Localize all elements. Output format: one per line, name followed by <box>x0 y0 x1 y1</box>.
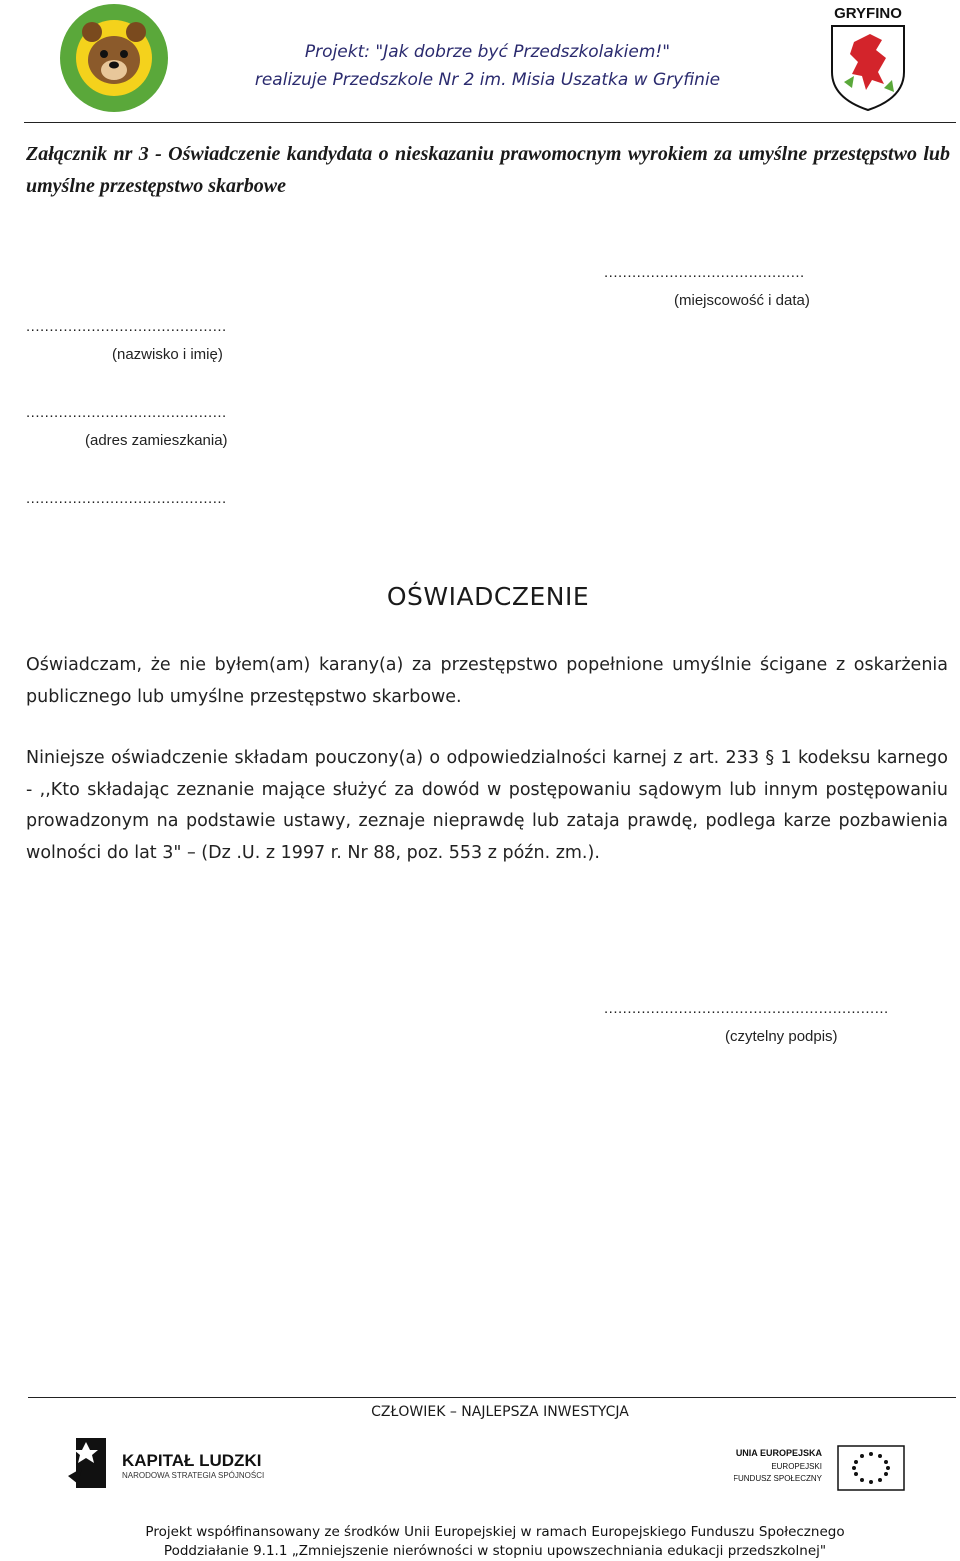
place-date-field[interactable]: ........................................... <box>604 264 805 281</box>
footer-slogan: CZŁOWIEK – NAJLEPSZA INWESTYCJA <box>371 1404 629 1420</box>
gryfino-logo-label: GRYFINO <box>834 5 902 22</box>
kapital-ludzki-logo <box>66 1432 266 1496</box>
eu-logo-line2: EUROPEJSKI <box>771 1462 822 1471</box>
name-caption: (nazwisko i imię) <box>112 346 223 363</box>
project-subtitle: realizuje Przedszkole Nr 2 im. Misia Uszatka w Gryfinie <box>254 70 721 90</box>
footer-subaction-note: Poddziałanie 9.1.1 „Zmniejszenie nierówności w stopniu upowszechniania edukacji przedszkolnej" <box>163 1543 827 1559</box>
statement-paragraph-2: Niniejsze oświadczenie składam pouczony(a) o odpowiedzialności karnej z art. 233 § 1 kodeksu karnego - ,,Kto składając zeznanie mające służyć za dowód w postępowaniu sądowym lub innym postępowaniu prowadzonym na podstawie ustawy, zeznaje nieprawdę lub zataja prawdę, podlega karze pozbawienia wolności do lat 3" – (Dz .U. z 1997 r. Nr 88, poz. 553 z późn. zm.). <box>26 748 948 863</box>
footer-cofinancing-note: Projekt współfinansowany ze środków Unii Europejskiej w ramach Europejskiego Funduszu Społecznego <box>145 1524 845 1540</box>
place-date-caption: (miejscowość i data) <box>674 292 810 309</box>
name-field[interactable]: ........................................... <box>26 318 227 335</box>
header-divider <box>24 122 956 123</box>
footer-divider <box>28 1397 956 1398</box>
signature-field[interactable]: ............................................................. <box>604 1000 889 1017</box>
address-caption: (adres zamieszkania) <box>85 432 228 449</box>
signature-caption: (czytelny podpis) <box>725 1028 838 1045</box>
statement-title: OŚWIADCZENIE <box>386 582 590 611</box>
kl-logo-title: KAPITAŁ LUDZKI <box>122 1451 262 1470</box>
project-title: Projekt: "Jak dobrze być Przedszkolakiem!" <box>304 42 671 62</box>
eu-social-fund-logo <box>734 1442 914 1494</box>
eu-logo-line3: FUNDUSZ SPOŁECZNY <box>734 1474 822 1483</box>
preschool-logo <box>58 2 170 114</box>
attachment-title: Załącznik nr 3 - Oświadczenie kandydata o nieskazaniu prawomocnym wyrokiem za umyślne przestępstwo lub umyślne przestępstwo skarbowe <box>26 143 950 197</box>
address-field-2[interactable]: ........................................... <box>26 490 227 507</box>
address-field[interactable]: ........................................... <box>26 404 227 421</box>
eu-logo-line1: UNIA EUROPEJSKA <box>735 1448 822 1458</box>
gryfino-coat-of-arms <box>826 2 910 114</box>
kl-logo-subtitle: NARODOWA STRATEGIA SPÓJNOŚCI <box>122 1471 265 1480</box>
statement-paragraph-1: Oświadczam, że nie byłem(am) karany(a) za przestępstwo popełnione umyślnie ścigane z oskarżenia publicznego lub umyślne przestępstwo skarbowe. <box>26 655 948 707</box>
